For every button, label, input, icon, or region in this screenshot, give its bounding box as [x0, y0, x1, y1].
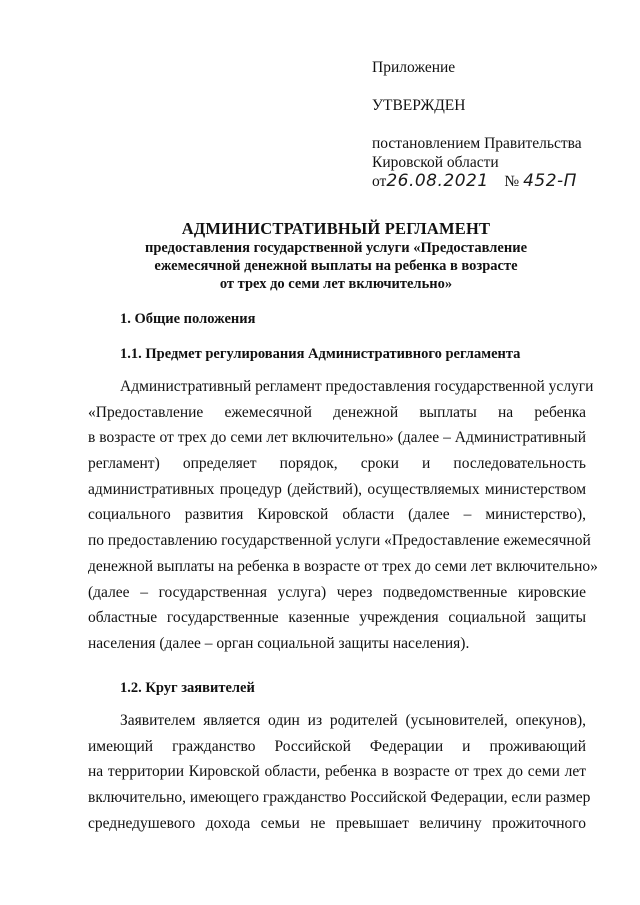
paragraph-line: регламент) определяет порядок, сроки и последовательность — [88, 455, 586, 473]
title-main: АДМИНИСТРАТИВНЫЙ РЕГЛАМЕНТ — [181, 219, 491, 238]
paragraph-applicants — [88, 708, 591, 836]
paragraph-line: социального развития Кировской области (далее – министерство), — [88, 506, 586, 524]
title-subtitle-line-2: ежемесячной денежной выплаты на ребенка в возрасте — [154, 258, 518, 274]
section-heading-general: 1. Общие положения — [120, 311, 256, 327]
paragraph-line: в возрасте от трех до семи лет включительно» (далее – Административный — [88, 429, 586, 447]
paragraph-line: имеющий гражданство Российской Федерации и проживающий — [88, 737, 586, 755]
paragraph-line: областные государственные казенные учреждения социальной защиты — [88, 609, 586, 627]
paragraph-line: по предоставлению государственной услуги «Предоставление ежемесячной — [88, 532, 591, 550]
paragraph-subject — [88, 374, 598, 657]
decree-line-1: постановлением Правительства — [372, 135, 582, 152]
number-prefix: № — [504, 173, 520, 190]
paragraph-line: административных процедур (действий), осуществляемых министерством — [88, 480, 586, 498]
date-prefix: от — [372, 173, 387, 190]
paragraph-line: Заявителем является один из родителей (усыновителей, опекунов), — [120, 712, 586, 729]
decree-line-2: Кировской области — [372, 154, 499, 171]
paragraph-line: денежной выплаты на ребенка в возрасте от трех до семи лет включительно» — [88, 557, 598, 575]
paragraph-line: среднедушевого дохода семьи не превышает величину прожиточного — [88, 814, 586, 832]
paragraph-line: «Предоставление ежемесячной денежной выплаты на ребенка — [88, 403, 586, 421]
document-title — [88, 219, 584, 293]
handwritten-number: 452-П — [523, 171, 577, 191]
title-subtitle-line-1: предоставления государственной услуги «Предоставление — [144, 240, 528, 256]
paragraph-line: включительно, имеющего гражданство Российской Федерации, если размер — [88, 789, 591, 807]
approval-block — [372, 58, 612, 191]
paragraph-line: (далее – государственная услуга) через подведомственные кировские — [88, 583, 586, 601]
approved-label: УТВЕРЖДЕН — [372, 97, 466, 114]
appendix-label: Приложение — [372, 59, 456, 76]
title-subtitle-line-3: от трех до семи лет включительно» — [219, 276, 453, 292]
subsection-heading-applicants: 1.2. Круг заявителей — [120, 680, 255, 696]
paragraph-line: Административный регламент предоставления государственной услуги — [120, 378, 594, 395]
handwritten-date: 26.08.2021 — [386, 171, 489, 191]
paragraph-line: на территории Кировской области, ребенка в возрасте от трех до семи лет — [88, 763, 586, 781]
decree-date-line — [372, 172, 612, 191]
paragraph-line: населения (далее – орган социальной защиты населения). — [88, 634, 470, 652]
subsection-heading-subject: 1.1. Предмет регулирования Административного регламента — [120, 346, 521, 362]
